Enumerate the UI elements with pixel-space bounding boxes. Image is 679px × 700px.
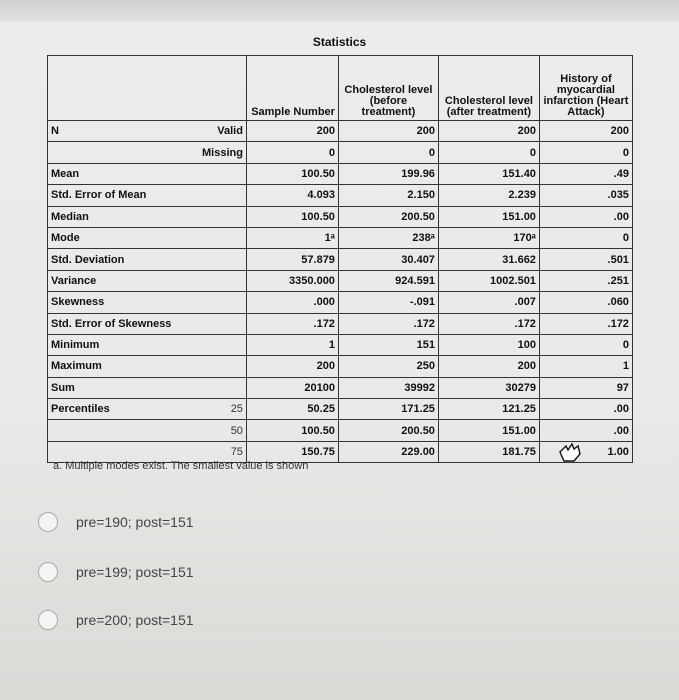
table-cell: 200.50 — [338, 420, 438, 441]
table-cell: 31.662 — [438, 249, 539, 270]
table-cell: 97 — [539, 377, 632, 398]
table-cell: 57.879 — [246, 249, 338, 270]
table-cell: .251 — [539, 270, 632, 291]
table-row — [48, 334, 633, 355]
row-label: Maximum — [48, 356, 175, 377]
table-cell: 171.25 — [338, 399, 438, 420]
table-cell: .501 — [539, 249, 632, 270]
table-cell: 100.50 — [246, 420, 338, 441]
table-row — [48, 142, 633, 163]
row-sublabel: Valid — [174, 121, 246, 142]
table-row — [48, 292, 633, 313]
table-cell: 200 — [438, 356, 539, 377]
table-row — [48, 206, 633, 227]
row-sublabel — [174, 356, 246, 377]
row-sublabel: Missing — [174, 142, 246, 163]
table-cell: 170ᵃ — [438, 227, 539, 248]
table-cell: 4.093 — [246, 185, 338, 206]
row-sublabel: 25 — [174, 399, 246, 420]
row-sublabel: 50 — [174, 420, 246, 441]
table-cell: 2.150 — [338, 185, 438, 206]
table-cell: 20100 — [246, 377, 338, 398]
table-cell: .172 — [246, 313, 338, 334]
table-cell: .172 — [438, 313, 539, 334]
table-row — [48, 377, 633, 398]
row-sublabel — [174, 249, 246, 270]
table-cell: .172 — [338, 313, 438, 334]
row-label: Percentiles — [48, 399, 175, 420]
table-cell: 30.407 — [338, 249, 438, 270]
row-label: Std. Error of Mean — [48, 185, 175, 206]
row-sublabel — [174, 377, 246, 398]
row-label — [48, 420, 175, 441]
table-cell: 151.00 — [438, 206, 539, 227]
row-sublabel — [174, 270, 246, 291]
table-row — [48, 185, 633, 206]
table-cell: 199.96 — [338, 163, 438, 184]
table-cell: 200 — [246, 121, 338, 142]
row-sublabel — [174, 292, 246, 313]
header-sample-number: Sample Number — [246, 56, 338, 121]
table-cell: 229.00 — [338, 441, 438, 462]
table-cell: .007 — [438, 292, 539, 313]
table-cell: -.091 — [338, 292, 438, 313]
header-cholesterol-before: Cholesterol level (before treatment) — [338, 56, 438, 121]
row-label: Std. Deviation — [48, 249, 175, 270]
row-label — [48, 142, 175, 163]
row-sublabel — [174, 334, 246, 355]
header-heart-attack-history: History of myocardial infarction (Heart Attack) — [539, 56, 632, 121]
radio-button-icon[interactable] — [38, 610, 58, 630]
row-sublabel — [174, 206, 246, 227]
table-cell: 100.50 — [246, 206, 338, 227]
row-label: Minimum — [48, 334, 175, 355]
table-cell: .00 — [539, 206, 632, 227]
table-cell: 100 — [438, 334, 539, 355]
table-cell: 0 — [246, 142, 338, 163]
row-label: Skewness — [48, 292, 175, 313]
table-cell: 200 — [246, 356, 338, 377]
answer-option-label: pre=190; post=151 — [76, 514, 194, 530]
row-sublabel — [174, 313, 246, 334]
table-cell: 1 — [246, 334, 338, 355]
row-sublabel: 75 — [174, 441, 246, 462]
table-row — [48, 270, 633, 291]
radio-button-icon[interactable] — [38, 562, 58, 582]
table-cell: 151.00 — [438, 420, 539, 441]
row-sublabel — [174, 185, 246, 206]
row-label: N — [48, 121, 175, 142]
top-bar — [0, 0, 679, 22]
table-cell: 1002.501 — [438, 270, 539, 291]
row-label: Std. Error of Skewness — [48, 313, 175, 334]
answer-option-label: pre=199; post=151 — [76, 564, 194, 580]
radio-button-icon[interactable] — [38, 512, 58, 532]
table-cell: 151.40 — [438, 163, 539, 184]
table-cell: 151 — [338, 334, 438, 355]
table-cell: 250 — [338, 356, 438, 377]
table-cell: 1 — [539, 356, 632, 377]
table-cell: .00 — [539, 399, 632, 420]
table-cell: 200 — [338, 121, 438, 142]
table-row — [48, 121, 633, 142]
table-cell: 200 — [539, 121, 632, 142]
table-cell: .49 — [539, 163, 632, 184]
table-row — [48, 249, 633, 270]
answer-option-3[interactable] — [38, 610, 194, 630]
table-row — [48, 420, 633, 441]
row-label: Median — [48, 206, 175, 227]
row-label: Mean — [48, 163, 175, 184]
row-label: Variance — [48, 270, 175, 291]
table-row — [48, 313, 633, 334]
table-cell: 121.25 — [438, 399, 539, 420]
answer-option-label: pre=200; post=151 — [76, 612, 194, 628]
statistics-title: Statistics — [312, 35, 367, 49]
table-cell: 0 — [539, 334, 632, 355]
table-cell: 1.00 — [539, 441, 632, 462]
table-cell: 200.50 — [338, 206, 438, 227]
table-footnote: a. Multiple modes exist. The smallest value is shown — [53, 460, 309, 472]
table-row — [48, 356, 633, 377]
table-cell: 238ᵃ — [338, 227, 438, 248]
answer-option-1[interactable] — [38, 512, 194, 532]
table-cell: .00 — [539, 420, 632, 441]
table-cell: 50.25 — [246, 399, 338, 420]
table-row — [48, 399, 633, 420]
table-cell: 39992 — [338, 377, 438, 398]
header-blank-cell — [48, 56, 247, 121]
table-cell: 30279 — [438, 377, 539, 398]
table-header-row — [48, 56, 633, 121]
table-cell: 2.239 — [438, 185, 539, 206]
row-label: Mode — [48, 227, 175, 248]
row-sublabel — [174, 163, 246, 184]
table-cell: 0 — [438, 142, 539, 163]
row-sublabel — [174, 227, 246, 248]
table-row — [48, 227, 633, 248]
table-cell: 3350.000 — [246, 270, 338, 291]
table-cell: .000 — [246, 292, 338, 313]
table-cell: 181.75 — [438, 441, 539, 462]
table-cell: 0 — [338, 142, 438, 163]
answer-option-2[interactable] — [38, 562, 194, 582]
statistics-table — [47, 55, 633, 463]
table-cell: 0 — [539, 227, 632, 248]
table-cell: .060 — [539, 292, 632, 313]
table-cell: 924.591 — [338, 270, 438, 291]
table-cell: 0 — [539, 142, 632, 163]
hand-cursor-icon — [556, 440, 584, 464]
table-cell: 150.75 — [246, 441, 338, 462]
table-cell: 100.50 — [246, 163, 338, 184]
table-cell: .035 — [539, 185, 632, 206]
header-cholesterol-after: Cholesterol level (after treatment) — [438, 56, 539, 121]
table-cell: 200 — [438, 121, 539, 142]
table-row — [48, 163, 633, 184]
table-cell: 1ᵃ — [246, 227, 338, 248]
table-cell: .172 — [539, 313, 632, 334]
row-label: Sum — [48, 377, 175, 398]
